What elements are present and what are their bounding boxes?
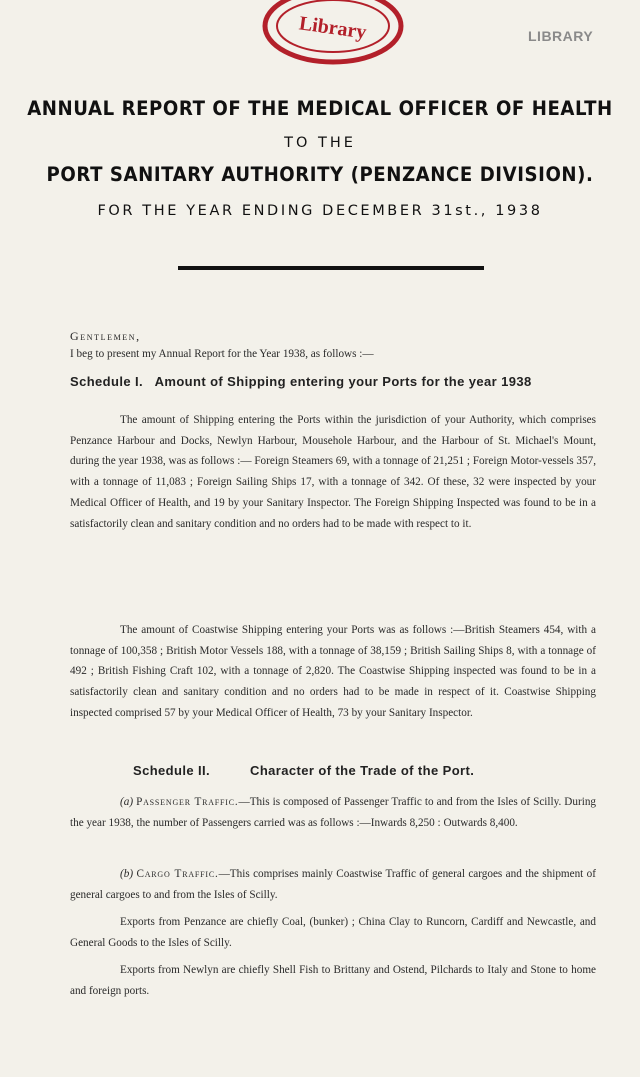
exports-penzance-paragraph (70, 912, 596, 953)
schedule1-paragraph1 (70, 410, 596, 534)
schedule1-heading: Schedule I. Amount of Shipping entering your Ports for the year 1938 (70, 374, 532, 389)
schedule2-heading (133, 763, 474, 778)
exports-newlyn-text: Exports from Newlyn are chiefly Shell Fish to Brittany and Ostend, Pilchards to Italy and Stone to home and foreign ports. (70, 964, 596, 997)
title-divider (178, 266, 484, 270)
report-title-line2: TO THE (284, 135, 356, 151)
svg-text:Library: Library (297, 12, 368, 44)
schedule1-paragraph2 (70, 620, 596, 724)
item-a-marker: (a) (120, 796, 134, 808)
library-mark: LIBRARY (528, 28, 594, 44)
schedule1-para2-text: The amount of Coastwise Shipping entering your Ports was as follows :—British Steamers 454, with a tonnage of 100,358 ; British Motor Vessels 188, with a tonnage of 38,159 ; British Sailing Ships 8, with a tonnage of 492 ; British Fishing Craft 102, with a tonnage of 2,820. The Coastwise Shipping inspected was found to be in a satisfactorily clean and sanitary condition and no orders had to be made in respect of it. Coastwise Shipping inspected comprised 57 by your Medical Officer of Health, 73 by your Sanitary Inspector. (70, 624, 596, 719)
schedule1-para1-text: The amount of Shipping entering the Ports within the jurisdiction of your Authority, which comprises Penzance Harbour and Docks, Newlyn Harbour, Mousehole Harbour, and the Harbour of St. Michael's Mount, during the year 1938, was as follows :— Foreign Steamers 69, with a tonnage of 21,251 ; Foreign Motor-vessels 357, with a tonnage of 11,083 ; Foreign Sailing Ships 17, with a tonnage of 342. Of these, 32 were inspected by your Medical Officer of Health, and 19 by your Sanitary Inspector. The Foreign Shipping Inspected was found to be in a satisfactorily clean and sanitary condition and no orders had to be made with respect to it. (70, 414, 596, 530)
item-b-marker: (b) (120, 868, 134, 880)
passenger-traffic-paragraph (70, 792, 596, 833)
report-title-line1: ANNUAL REPORT OF THE MEDICAL OFFICER OF HEALTH (27, 97, 613, 120)
intro-text: I beg to present my Annual Report for the Year 1938, as follows :— (70, 348, 374, 360)
salutation: Gentlemen, (70, 329, 141, 343)
passenger-traffic-text: —This is composed of Passenger Traffic to and from the Isles of Scilly. During the year 1938, the number of Passengers carried was as follows :—Inwards 8,250 : Outwards 8,400. (70, 796, 597, 829)
exports-penzance-text: Exports from Penzance are chiefly Coal, (bunker) ; China Clay to Runcorn, Cardiff and Newcastle, and General Goods to the Isles of Scilly. (70, 916, 596, 949)
cargo-traffic-paragraph (70, 864, 596, 905)
exports-newlyn-paragraph (70, 960, 596, 1001)
library-stamp (258, 0, 408, 72)
cargo-traffic-text: —This comprises mainly Coastwise Traffic of general cargoes and the shipment of general cargoes to and from the Isles of Scilly. (70, 868, 597, 901)
passenger-traffic-heading: Passenger Traffic. (136, 796, 239, 808)
schedule2-title: Character of the Trade of the Port. (250, 763, 475, 778)
intro-paragraph (70, 344, 596, 365)
report-title-line4: FOR THE YEAR ENDING DECEMBER 31st., 1938 (97, 203, 543, 219)
report-title-line3: PORT SANITARY AUTHORITY (PENZANCE DIVISION). (46, 163, 594, 186)
schedule2-label: Schedule II. (133, 763, 211, 778)
cargo-traffic-heading: Cargo Traffic. (136, 868, 219, 880)
